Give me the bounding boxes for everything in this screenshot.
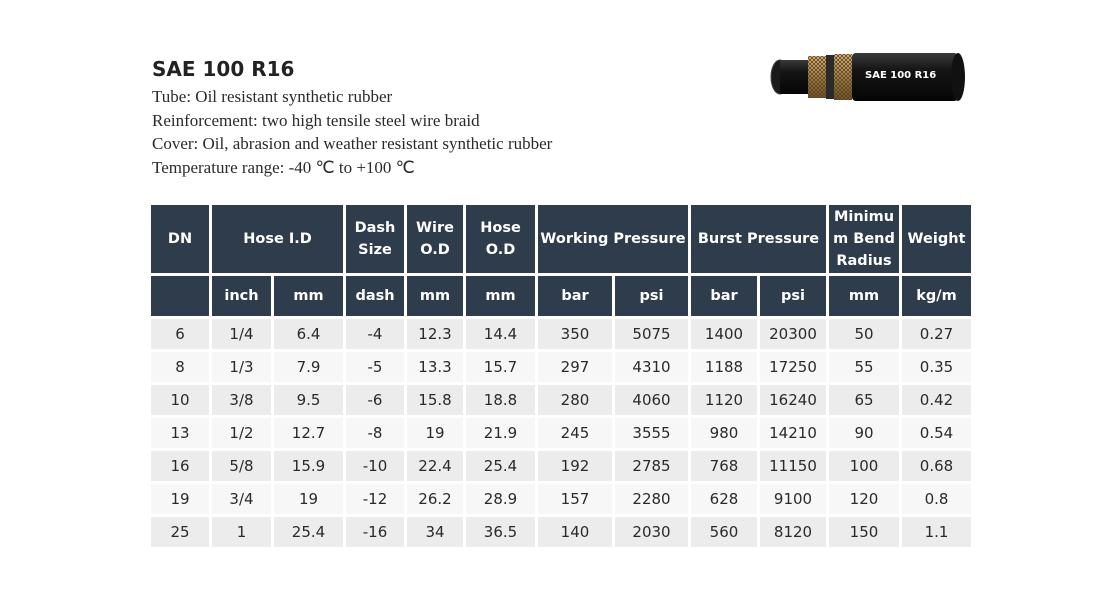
table-cell: 560 xyxy=(691,517,757,547)
table-cell: 34 xyxy=(407,517,463,547)
table-cell: 1/4 xyxy=(212,319,271,349)
table-cell: 50 xyxy=(829,319,899,349)
spec-reinforcement: Reinforcement: two high tensile steel wire braid xyxy=(152,110,480,130)
table-row xyxy=(151,352,971,382)
table-cell: 15.7 xyxy=(466,352,535,382)
header-burst-pressure: Burst Pressure xyxy=(691,205,826,273)
table-cell: 245 xyxy=(538,418,612,448)
table-cell: -16 xyxy=(346,517,404,547)
unit-cell: mm xyxy=(829,276,899,316)
table-cell: 11150 xyxy=(760,451,826,481)
table-cell: 25 xyxy=(151,517,209,547)
unit-cell: inch xyxy=(212,276,271,316)
table-cell: 55 xyxy=(829,352,899,382)
header-weight: Weight xyxy=(902,205,971,273)
table-cell: 3555 xyxy=(615,418,688,448)
unit-cell: dash xyxy=(346,276,404,316)
table-cell: 0.35 xyxy=(902,352,971,382)
table-cell: 2280 xyxy=(615,484,688,514)
table-cell: 628 xyxy=(691,484,757,514)
header-hose-od: Hose O.D xyxy=(466,205,535,273)
table-cell: 0.42 xyxy=(902,385,971,415)
spec-temperature: Temperature range: -40 ℃ to +100 ℃ xyxy=(152,157,415,177)
table-cell: -12 xyxy=(346,484,404,514)
table-cell: -6 xyxy=(346,385,404,415)
table-cell: 0.54 xyxy=(902,418,971,448)
table-cell: 65 xyxy=(829,385,899,415)
units-row xyxy=(151,276,971,316)
unit-cell: kg/m xyxy=(902,276,971,316)
table-row xyxy=(151,319,971,349)
page-title: SAE 100 R16 xyxy=(152,57,295,81)
table-cell: 2785 xyxy=(615,451,688,481)
table-cell: 26.2 xyxy=(407,484,463,514)
table-cell: -5 xyxy=(346,352,404,382)
table-cell: 5075 xyxy=(615,319,688,349)
table-cell: 10 xyxy=(151,385,209,415)
header-min-bend-radius: Minimu m Bend Radius xyxy=(829,205,899,273)
table-cell: 0.27 xyxy=(902,319,971,349)
table-cell: 1 xyxy=(212,517,271,547)
table-cell: 15.9 xyxy=(274,451,343,481)
table-cell: 20300 xyxy=(760,319,826,349)
table-cell: 36.5 xyxy=(466,517,535,547)
unit-cell: bar xyxy=(538,276,612,316)
table-cell: 13 xyxy=(151,418,209,448)
hose-mid-layer xyxy=(826,55,834,99)
table-cell: 8 xyxy=(151,352,209,382)
table-row xyxy=(151,484,971,514)
table-cell: 1/2 xyxy=(212,418,271,448)
table-cell: 768 xyxy=(691,451,757,481)
table-cell: 25.4 xyxy=(274,517,343,547)
table-cell: -10 xyxy=(346,451,404,481)
table-cell: 19 xyxy=(407,418,463,448)
unit-cell: bar xyxy=(691,276,757,316)
header-dash-size: Dash Size xyxy=(346,205,404,273)
table-cell: 3/8 xyxy=(212,385,271,415)
table-row xyxy=(151,451,971,481)
table-cell: 9.5 xyxy=(274,385,343,415)
table-row xyxy=(151,418,971,448)
spec-list xyxy=(152,85,552,179)
unit-cell: mm xyxy=(274,276,343,316)
table-cell: 0.68 xyxy=(902,451,971,481)
table-cell: 4310 xyxy=(615,352,688,382)
table-row xyxy=(151,517,971,547)
table-cell: 16 xyxy=(151,451,209,481)
table-cell: 350 xyxy=(538,319,612,349)
table-cell: 6.4 xyxy=(274,319,343,349)
table-cell: 22.4 xyxy=(407,451,463,481)
table-cell: 1188 xyxy=(691,352,757,382)
table-row xyxy=(151,385,971,415)
unit-cell: mm xyxy=(466,276,535,316)
table-cell: 1120 xyxy=(691,385,757,415)
table-cell: 17250 xyxy=(760,352,826,382)
table-cell: 140 xyxy=(538,517,612,547)
unit-cell xyxy=(151,276,209,316)
table-cell: 12.7 xyxy=(274,418,343,448)
table-cell: -4 xyxy=(346,319,404,349)
table-cell: -8 xyxy=(346,418,404,448)
table-cell: 1/3 xyxy=(212,352,271,382)
table-cell: 13.3 xyxy=(407,352,463,382)
table-cell: 19 xyxy=(274,484,343,514)
spec-tube: Tube: Oil resistant synthetic rubber xyxy=(152,87,393,106)
unit-cell: mm xyxy=(407,276,463,316)
table-cell: 980 xyxy=(691,418,757,448)
table-cell: 157 xyxy=(538,484,612,514)
table-cell: 90 xyxy=(829,418,899,448)
spec-table xyxy=(148,202,974,550)
table-cell: 28.9 xyxy=(466,484,535,514)
table-cell: 16240 xyxy=(760,385,826,415)
table-cell: 192 xyxy=(538,451,612,481)
table-cell: 120 xyxy=(829,484,899,514)
table-cell: 14.4 xyxy=(466,319,535,349)
header-wire-od: Wire O.D xyxy=(407,205,463,273)
table-cell: 3/4 xyxy=(212,484,271,514)
table-cell: 2030 xyxy=(615,517,688,547)
table-cell: 21.9 xyxy=(466,418,535,448)
table-cell: 6 xyxy=(151,319,209,349)
header-working-pressure: Working Pressure xyxy=(538,205,688,273)
unit-cell: psi xyxy=(760,276,826,316)
header-hose-id: Hose I.D xyxy=(212,205,343,273)
table-cell: 14210 xyxy=(760,418,826,448)
table-cell: 1400 xyxy=(691,319,757,349)
table-cell: 25.4 xyxy=(466,451,535,481)
table-cell: 15.8 xyxy=(407,385,463,415)
table-cell: 1.1 xyxy=(902,517,971,547)
header-row xyxy=(151,205,971,273)
table-cell: 19 xyxy=(151,484,209,514)
table-cell: 280 xyxy=(538,385,612,415)
table-cell: 8120 xyxy=(760,517,826,547)
table-cell: 12.3 xyxy=(407,319,463,349)
table-cell: 0.8 xyxy=(902,484,971,514)
spec-cover: Cover: Oil, abrasion and weather resistant synthetic rubber xyxy=(152,134,553,153)
table-cell: 9100 xyxy=(760,484,826,514)
unit-cell: psi xyxy=(615,276,688,316)
header-dn: DN xyxy=(151,205,209,273)
table-cell: 5/8 xyxy=(212,451,271,481)
table-cell: 150 xyxy=(829,517,899,547)
table-cell: 18.8 xyxy=(466,385,535,415)
hose-inner-layer xyxy=(780,60,810,94)
hose-label: SAE 100 R16 xyxy=(865,70,937,81)
table-cell: 100 xyxy=(829,451,899,481)
table-cell: 7.9 xyxy=(274,352,343,382)
table-cell: 4060 xyxy=(615,385,688,415)
table-cell: 297 xyxy=(538,352,612,382)
